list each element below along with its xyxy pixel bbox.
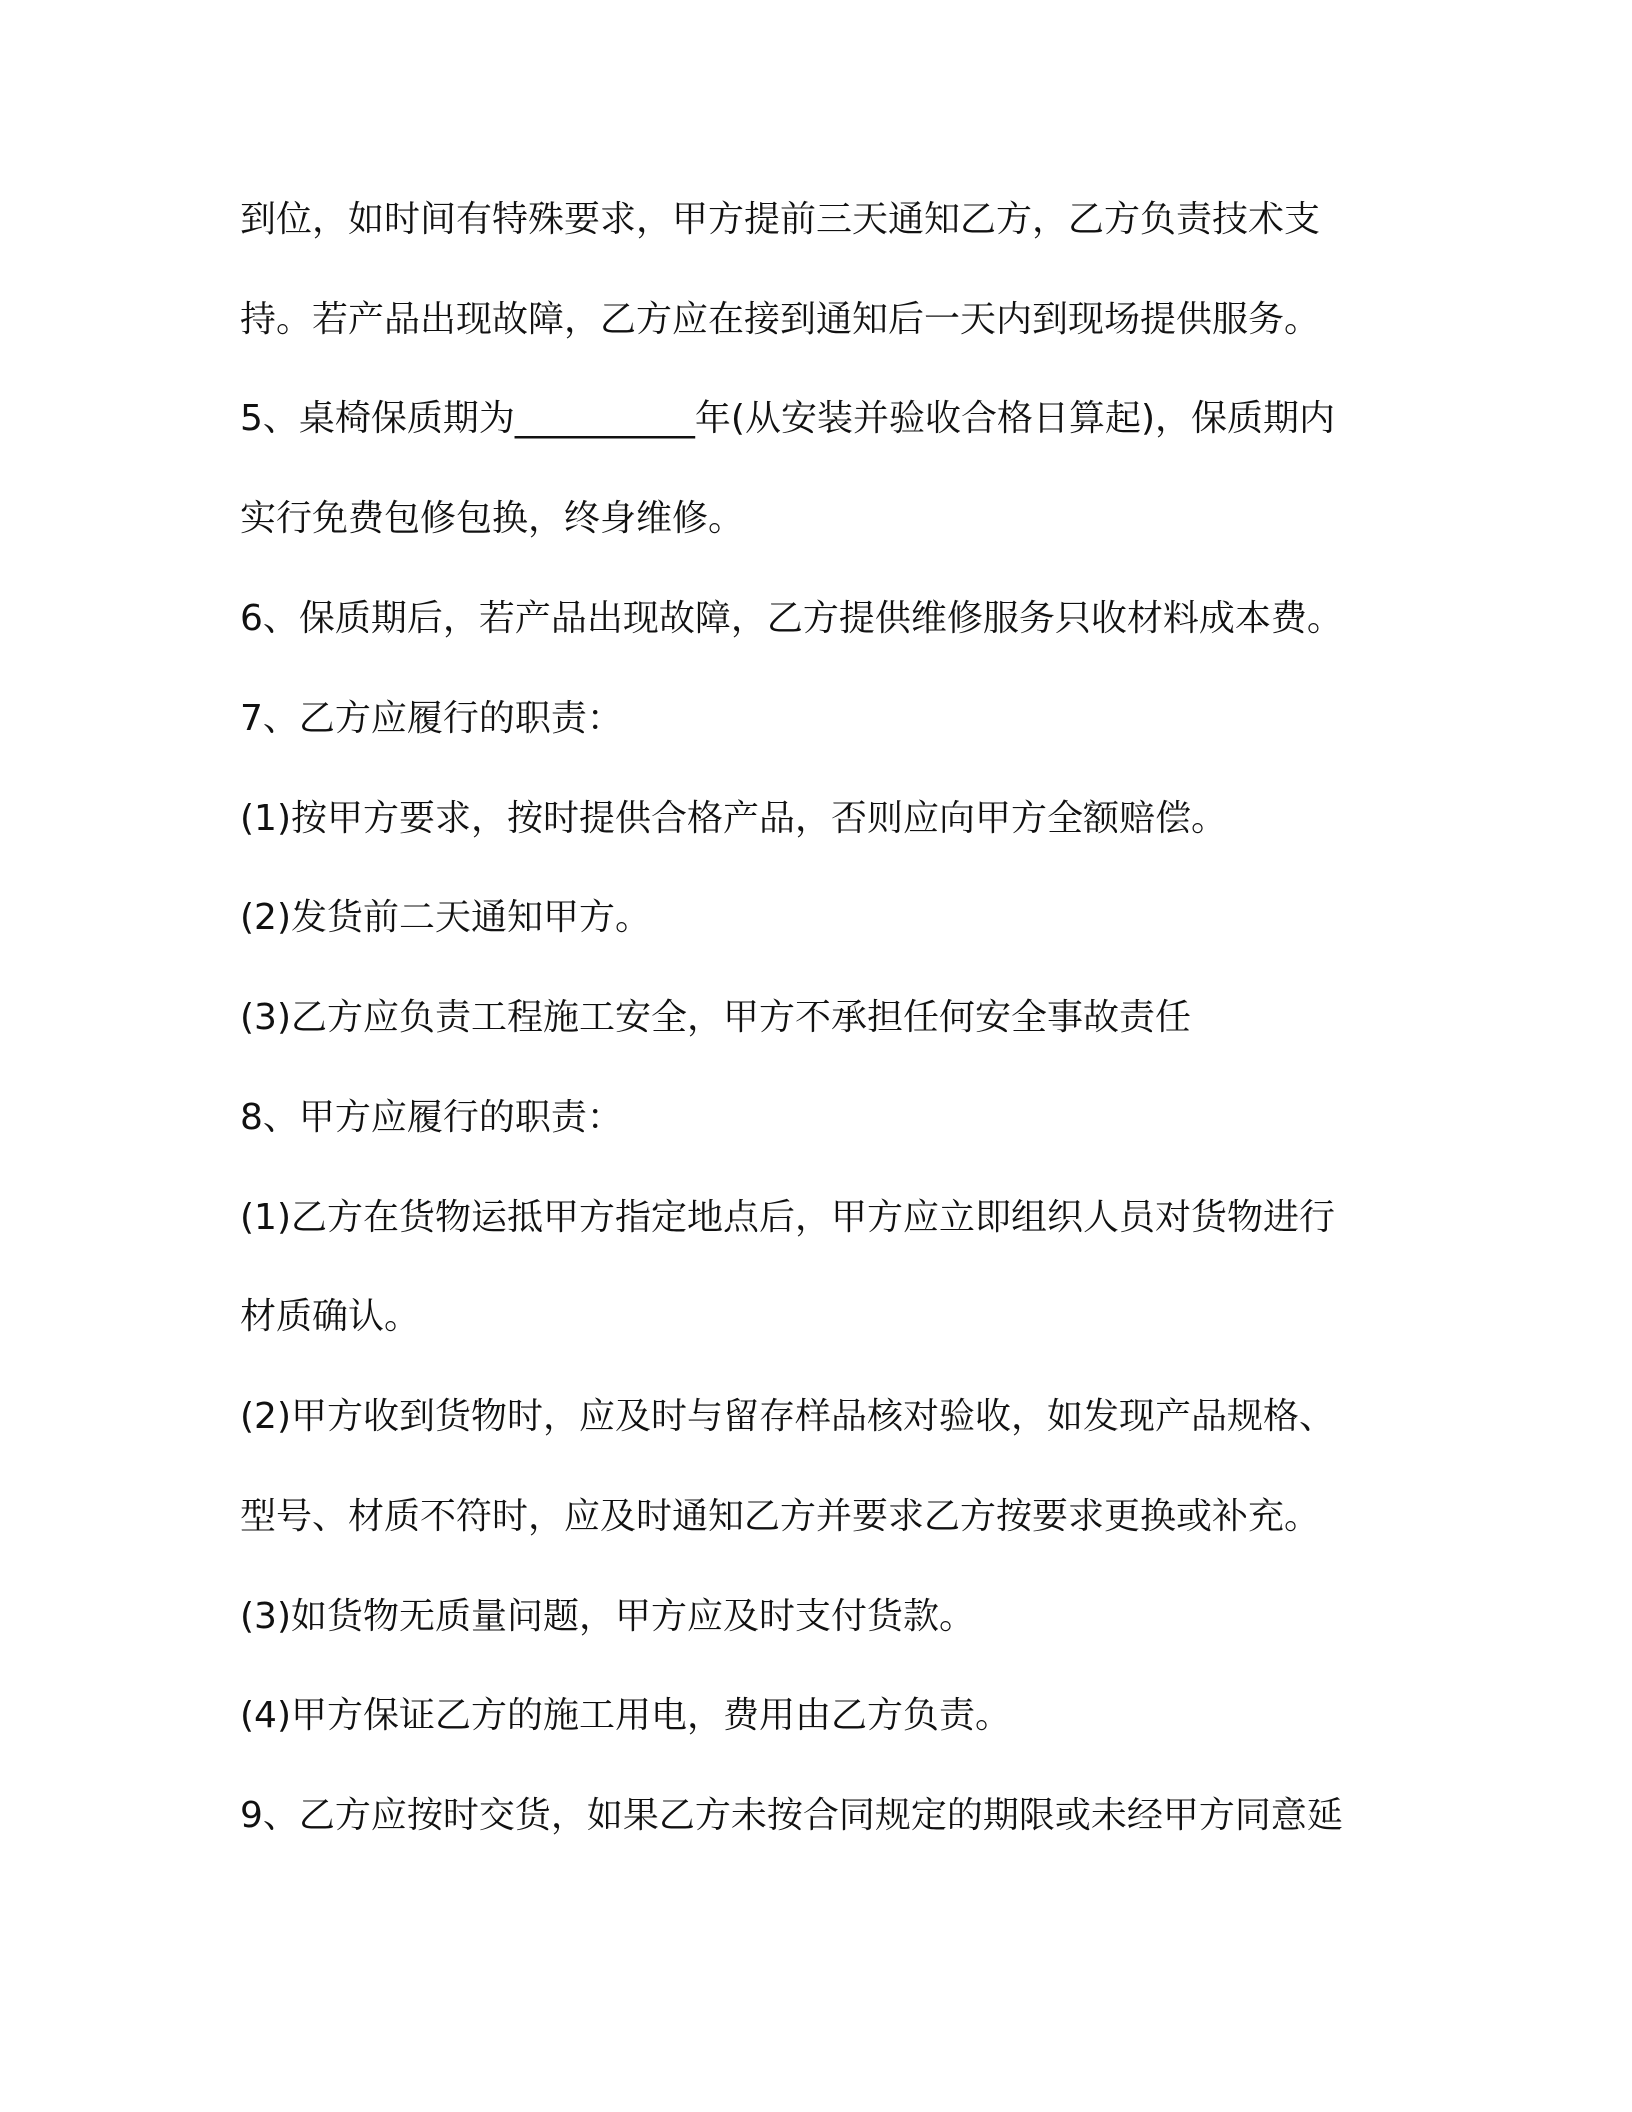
paragraph-line: 型号、材质不符时，应及时通知乙方并要求乙方按要求更换或补充。	[240, 1496, 1321, 1537]
paragraph-line: 8、甲方应履行的职责：	[240, 1097, 623, 1138]
paragraph-line: (4)甲方保证乙方的施工用电，费用由乙方负责。	[240, 1695, 1011, 1736]
paragraph-line: (2)甲方收到货物时，应及时与留存样品核对验收，如发现产品规格、	[240, 1396, 1335, 1437]
paragraph-line: 实行免费包修包换，终身维修。	[240, 498, 745, 539]
paragraph-line: 5、桌椅保质期为__________年(从安装并验收合格日算起)，保质期内	[240, 398, 1335, 439]
paragraph-line: 材质确认。	[240, 1296, 421, 1337]
paragraph-line: (1)乙方在货物运抵甲方指定地点后，甲方应立即组织人员对货物进行	[240, 1197, 1335, 1238]
paragraph-line: (3)如货物无质量问题，甲方应及时支付货款。	[240, 1596, 975, 1637]
paragraph-line: 到位，如时间有特殊要求，甲方提前三天通知乙方，乙方负责技术支	[240, 199, 1321, 240]
paragraph-line: (3)乙方应负责工程施工安全，甲方不承担任何安全事故责任	[240, 997, 1191, 1038]
paragraph-line: 持。若产品出现故障，乙方应在接到通知后一天内到现场提供服务。	[240, 299, 1321, 340]
paragraph-line: (2)发货前二天通知甲方。	[240, 897, 651, 938]
paragraph-line: 9、乙方应按时交货，如果乙方未按合同规定的期限或未经甲方同意延	[240, 1795, 1343, 1836]
paragraph-line: (1)按甲方要求，按时提供合格产品，否则应向甲方全额赔偿。	[240, 798, 1227, 839]
paragraph-line: 7、乙方应履行的职责：	[240, 698, 623, 739]
paragraph-line: 6、保质期后，若产品出现故障，乙方提供维修服务只收材料成本费。	[240, 598, 1343, 639]
